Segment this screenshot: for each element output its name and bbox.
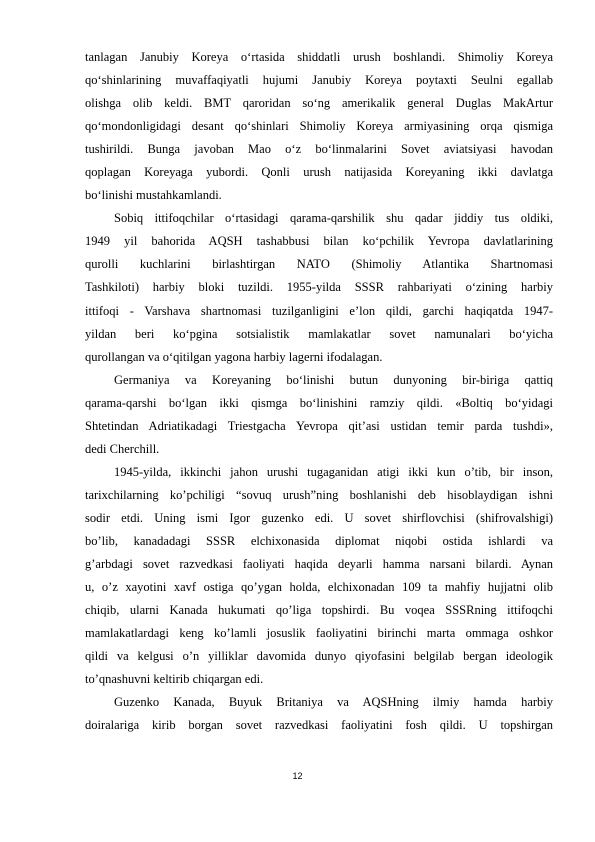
text-line: ittifoqi - Varshava shartnomasi tuzilganligini e’lon qildi, garchi haqiqatda 1947- <box>85 303 553 318</box>
text-line: Tashkiloti) harbiy bloki tuzildi. 1955-yilda SSSR rahbariyati o‘zining harbiy <box>85 280 553 295</box>
text-line: Sobiq ittifoqchilar o‘rtasidagi qarama-qarshilik shu qadar jiddiy tus oldiki, <box>114 211 553 226</box>
text-line: qurollangan va o‘qitilgan yagona harbiy lagerni ifodalagan. <box>85 349 383 364</box>
text-line: qo‘shinlarining muvaffaqiyatli hujumi Janubiy Koreya poytaxti Seulni egallab <box>85 73 553 88</box>
text-line: sodir etdi. Uning ismi Igor guzenko edi. U sovet shirflovchisi (shifrovalshigi) <box>85 510 553 525</box>
text-line: chiqib, ularni Kanada hukumati qo’liga topshirdi. Bu voqea SSSRning ittifoqchi <box>85 603 553 618</box>
text-line: qoplagan Koreyaga yubordi. Qonli urush natijasida Koreyaning ikki davlatga <box>85 165 553 180</box>
text-line: bo‘linishi mustahkamlandi. <box>85 188 222 203</box>
text-line: mamlakatlardagi keng ko’lamli josuslik faoliyatini birinchi marta ommaga oshkor <box>85 626 553 641</box>
text-line: Guzenko Kanada, Buyuk Britaniya va AQSHning ilmiy hamda harbiy <box>114 695 553 710</box>
text-line: qurolli kuchlarini birlashtirgan NATO (Shimoliy Atlantika Shartnomasi <box>85 257 553 272</box>
body-text <box>85 46 553 737</box>
text-line: u, o’z xayotini xavf ostiga qo’ygan holda, elchixonadan 109 ta mahfiy hujjatni olib <box>85 580 553 595</box>
text-line: 1945-yilda, ikkinchi jahon urushi tugaganidan atigi ikki kun o’tib, bir inson, <box>114 464 553 479</box>
text-line: qo‘mondonligidagi desant qo‘shinlari Shimoliy Koreya armiyasining orqa qismiga <box>85 119 553 134</box>
text-line: dedi Cherchill. <box>85 441 160 456</box>
text-line: 1949 yil bahorida AQSH tashabbusi bilan ko‘pchilik Yevropa davlatlarining <box>85 234 553 249</box>
text-line: Shtetindan Adriatikadagi Triestgacha Yevropa qit’asi ustidan temir parda tushdi», <box>85 418 553 433</box>
text-line: yildan beri ko‘pgina sotsialistik mamlakatlar sovet namunalari bo‘yicha <box>85 326 553 341</box>
text-line: to’qnashuvni keltirib chiqargan edi. <box>85 672 264 687</box>
text-line: tushirildi. Bunga javoban Mao o‘z bo‘linmalarini Sovet aviatsiyasi havodan <box>85 142 553 157</box>
text-line: doiralariga kirib borgan sovet razvedkasi faoliyatini fosh qildi. U topshirgan <box>85 718 553 733</box>
text-line: qarama-qarshi bo‘lgan ikki qismga bo‘linishini ramziy qildi. «Boltiq bo‘yidagi <box>85 395 553 410</box>
text-line: olishga olib keldi. BMT qaroridan so‘ng amerikalik general Duglas MakArtur <box>85 96 553 111</box>
page-number: 12 <box>292 771 303 781</box>
text-line: bo’lib, kanadadagi SSSR elchixonasida diplomat niqobi ostida ishlardi va <box>85 533 553 548</box>
text-line: qildi va kelgusi o’n yilliklar davomida dunyo qiyofasini belgilab bergan ideologik <box>85 649 553 664</box>
text-line: g’arbdagi sovet razvedkasi faoliyati haqida deyarli hamma narsani bilardi. Aynan <box>85 557 553 572</box>
text-line: tarixchilarning ko’pchiligi “sovuq urush”ning boshlanishi deb hisoblaydigan ishni <box>85 487 553 502</box>
text-line: tanlagan Janubiy Koreya o‘rtasida shiddatli urush boshlandi. Shimoliy Koreya <box>85 50 553 64</box>
text-line: Germaniya va Koreyaning bo‘linishi butun dunyoning bir-biriga qattiq <box>114 372 553 387</box>
